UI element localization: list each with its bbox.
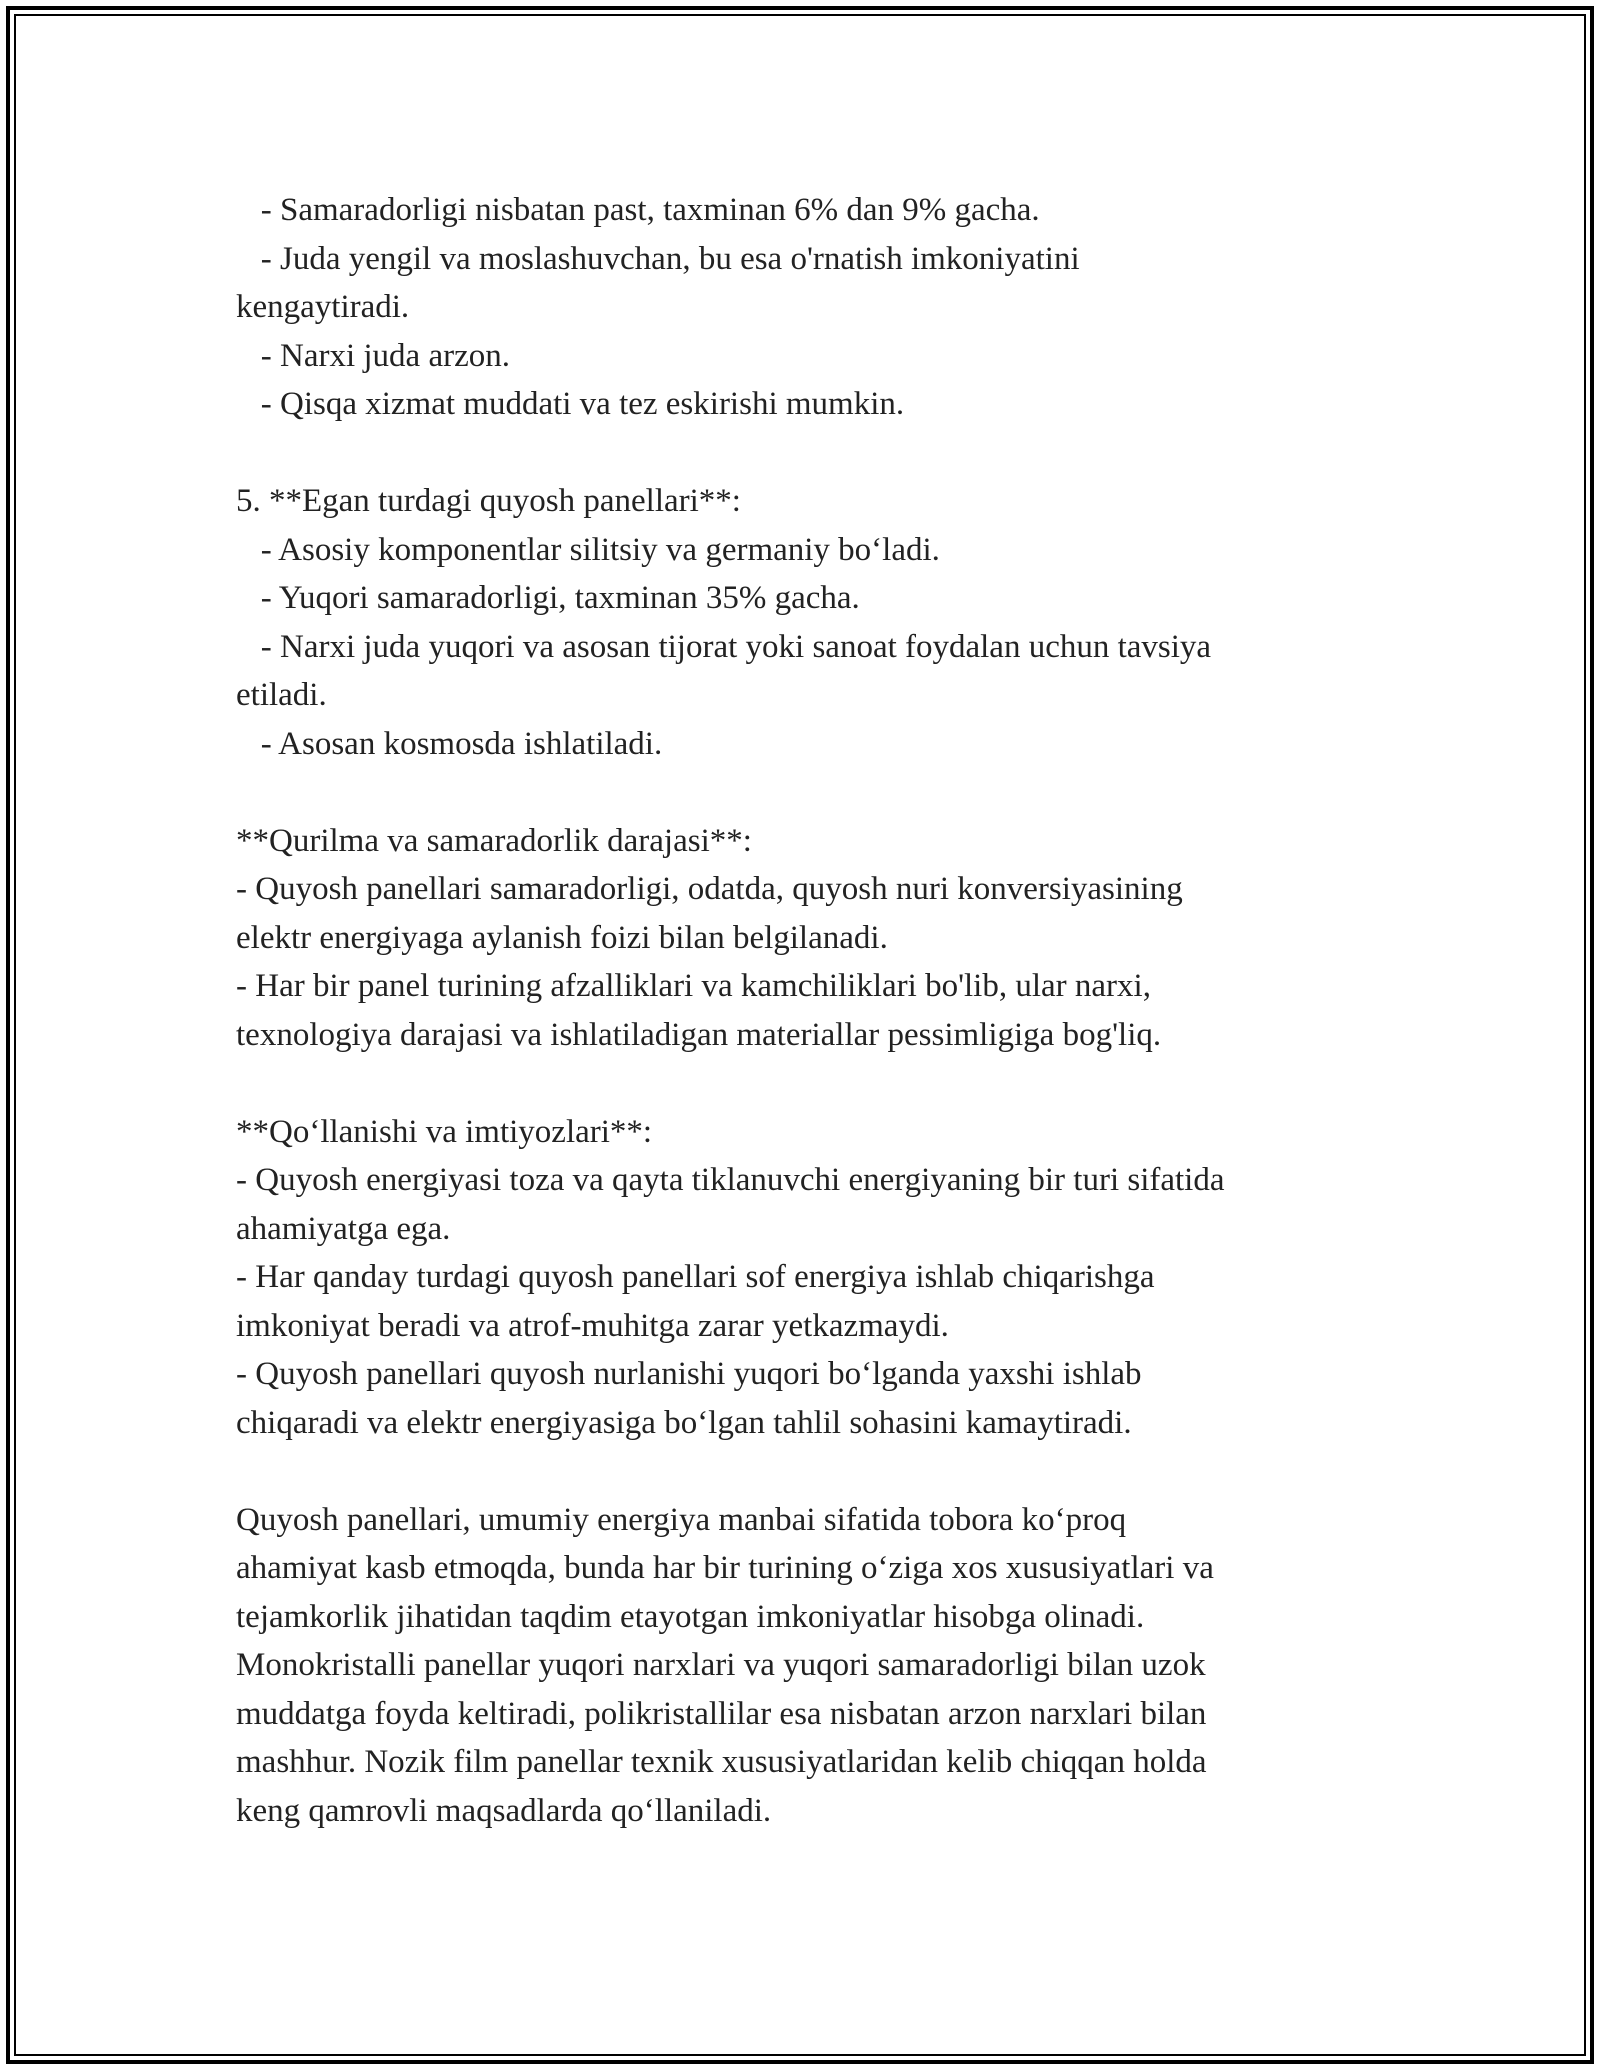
text-line: etiladi.: [236, 677, 327, 713]
text-line: - Asosiy komponentlar silitsiy va germaniy bo‘ladi.: [236, 531, 940, 568]
section-heading: **Qo‘llanishi va imtiyozlari**:: [236, 1113, 653, 1150]
text-line: - Quyosh energiyasi toza va qayta tiklanuvchi energiyaning bir turi sifatida: [236, 1162, 1225, 1198]
blank-line: [236, 1059, 1386, 1108]
text-line: - Narxi juda yuqori va asosan tijorat yoki sanoat foydalan uchun tavsiya: [236, 628, 1212, 665]
text-line: ahamiyatga ega.: [236, 1210, 451, 1247]
text-line: Quyosh panellari, umumiy energiya manbai sifatida tobora ko‘proq: [236, 1501, 1127, 1538]
text-line: elektr energiyaga aylanish foizi bilan belgilanadi.: [236, 919, 888, 956]
text-line: - Yuqori samaradorligi, taxminan 35% gacha.: [236, 580, 860, 616]
text-line: - Juda yengil va moslashuvchan, bu esa o'rnatish imkoniyatini: [236, 240, 1080, 277]
section-heading: 5. **Egan turdagi quyosh panellari**:: [236, 483, 741, 519]
text-line: chiqaradi va elektr energiyasiga bo‘lgan tahlil sohasini kamaytiradi.: [236, 1404, 1132, 1441]
text-line: muddatga foyda keltiradi, polikristallilar esa nisbatan arzon narxlari bilan: [236, 1695, 1207, 1732]
text-line: - Samaradorligi nisbatan past, taxminan 6% dan 9% gacha.: [236, 192, 1040, 228]
section-heading: **Qurilma va samaradorlik darajasi**:: [236, 822, 752, 859]
text-line: texnologiya darajasi va ishlatiladigan materiallar pessimligiga bog'liq.: [236, 1016, 1162, 1053]
text-line: imkoniyat beradi va atrof-muhitga zarar yetkazmaydi.: [236, 1307, 949, 1344]
text-line: - Har bir panel turining afzalliklari va kamchiliklari bo'lib, ular narxi,: [236, 968, 1151, 1004]
text-line: Monokristalli panellar yuqori narxlari va yuqori samaradorligi bilan uzok: [236, 1647, 1206, 1683]
text-line: - Narxi juda arzon.: [236, 337, 510, 374]
text-line: - Qisqa xizmat muddati va tez eskirishi mumkin.: [236, 386, 905, 422]
blank-line: [236, 1447, 1386, 1496]
blank-line: [236, 429, 1386, 478]
text-line: keng qamrovli maqsadlarda qo‘llaniladi.: [236, 1792, 772, 1829]
text-line: kengaytiradi.: [236, 289, 410, 325]
blank-line: [236, 768, 1386, 817]
text-line: - Har qanday turdagi quyosh panellari sof energiya ishlab chiqarishga: [236, 1259, 1155, 1295]
text-line: ahamiyat kasb etmoqda, bunda har bir turining o‘ziga xos xususiyatlari va: [236, 1550, 1214, 1586]
text-line: - Asosan kosmosda ishlatiladi.: [236, 725, 663, 762]
text-line: tejamkorlik jihatidan taqdim etayotgan imkoniyatlar hisobga olinadi.: [236, 1598, 1145, 1635]
text-line: - Quyosh panellari quyosh nurlanishi yuqori bo‘lganda yaxshi ishlab: [236, 1356, 1142, 1392]
text-line: - Quyosh panellari samaradorligi, odatda, quyosh nuri konversiyasining: [236, 871, 1183, 907]
document-body: [236, 186, 1386, 1835]
text-line: mashhur. Nozik film panellar texnik xususiyatlaridan kelib chiqqan holda: [236, 1744, 1207, 1780]
